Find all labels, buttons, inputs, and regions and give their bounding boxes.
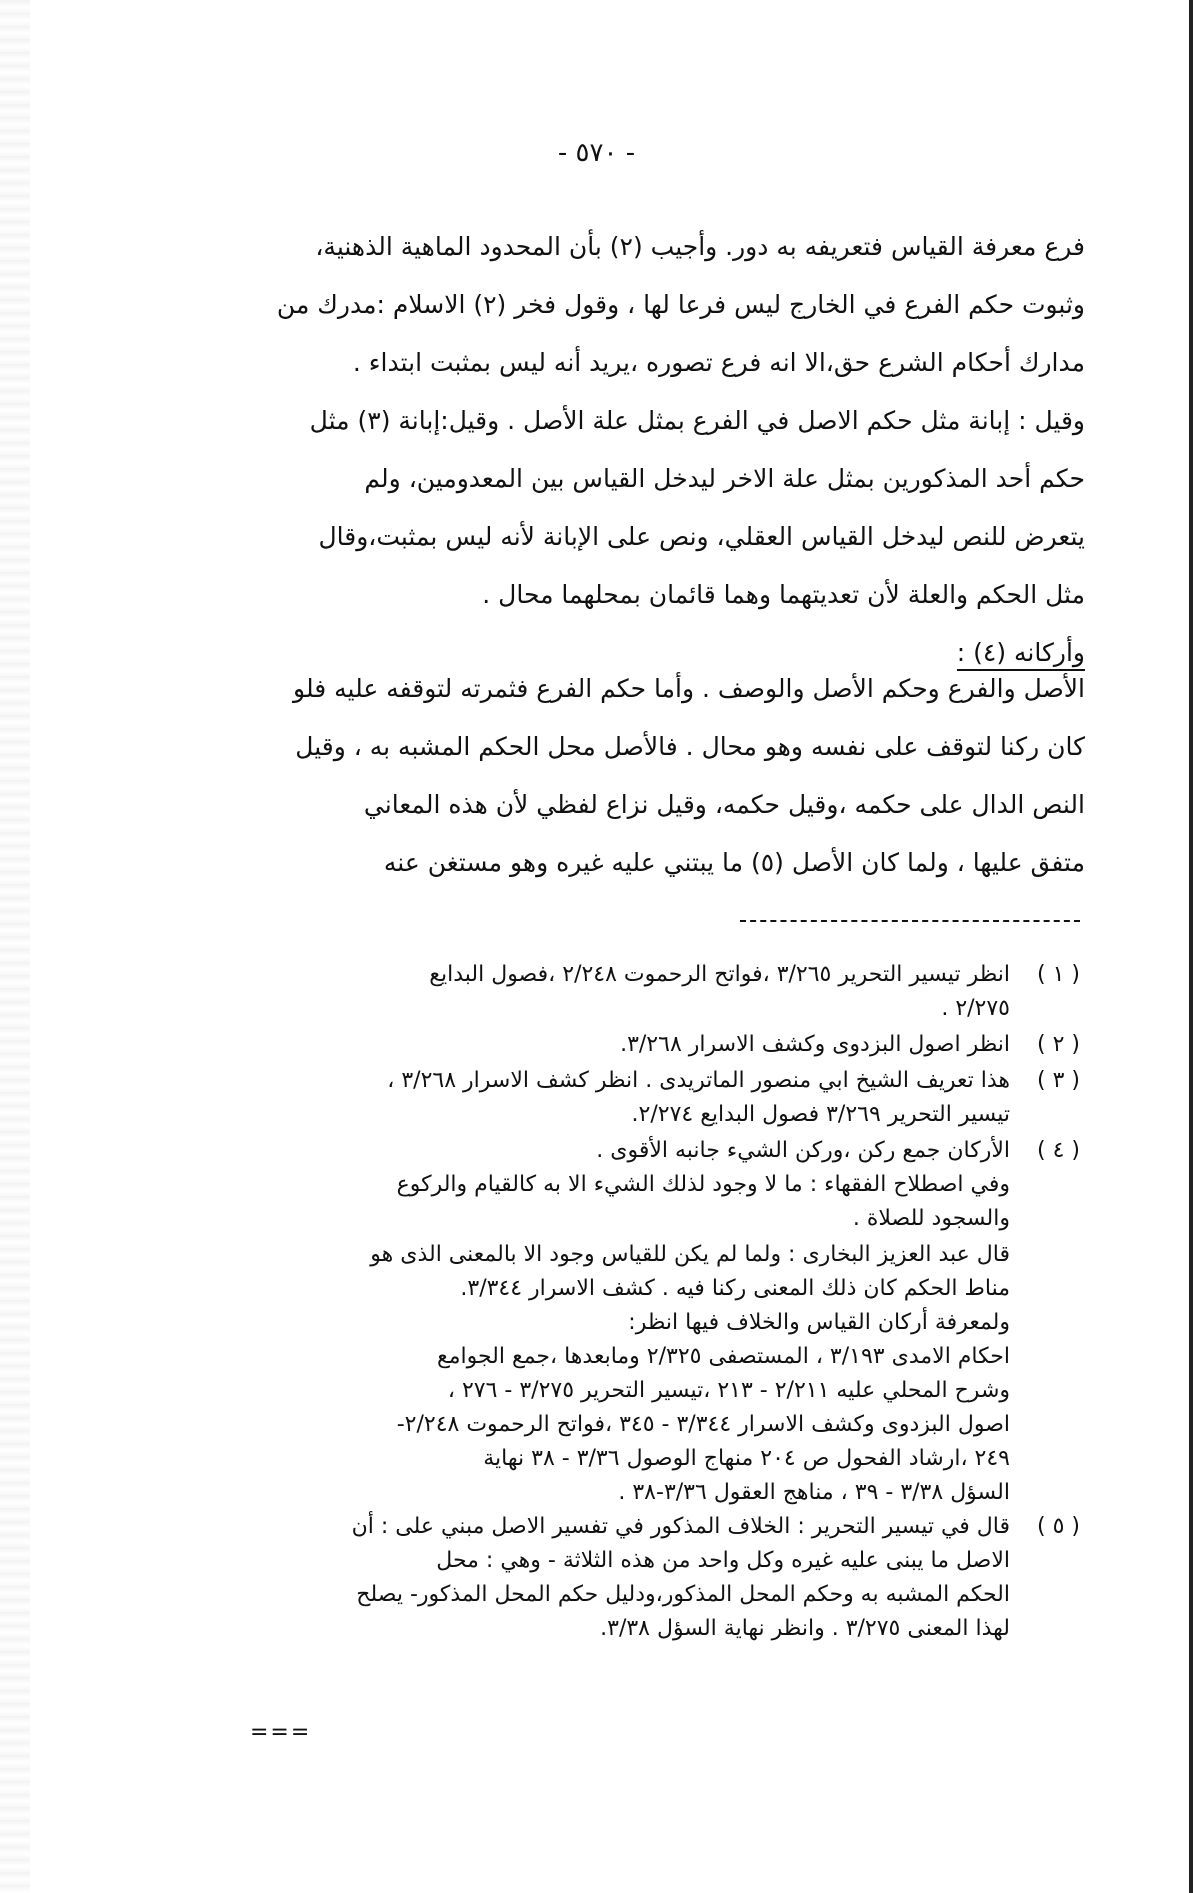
- footnote-separator: [740, 920, 1080, 922]
- text-line: حكم أحد المذكورين بمثل علة الاخر ليدخل القياس بين المعدومين، ولم: [364, 464, 1085, 493]
- main-text-block: [195, 218, 1085, 682]
- text-line: وقيل : إبانة مثل حكم الاصل في الفرع بمثل علة الأصل . وقيل:إبانة (٣) مثل: [309, 406, 1085, 435]
- footnote-line: ٢/٢٧٥ .: [941, 996, 1010, 1021]
- footnote-line: هذا تعريف الشيخ ابي منصور الماتريدى . انظر كشف الاسرار ٣/٢٦٨ ،: [387, 1068, 1010, 1093]
- footnote-number: ( ٥ ): [1037, 1514, 1080, 1539]
- footnote-4: [180, 1134, 1080, 1236]
- footnote-line: انظر اصول البزدوى وكشف الاسرار ٣/٢٦٨.: [620, 1032, 1010, 1057]
- footnote-number: ( ١ ): [1037, 962, 1080, 987]
- text-line: فرع معرفة القياس فتعريفه به دور. وأجيب (٢) بأن المحدود الماهية الذهنية،: [315, 232, 1085, 261]
- footnote-5: [180, 1510, 1080, 1646]
- footnote-2: [180, 1028, 1080, 1062]
- text-line: وثبوت حكم الفرع في الخارج ليس فرعا لها ، وقول فخر (٢) الاسلام :مدرك من: [276, 290, 1085, 319]
- footnote-line: ولمعرفة أركان القياس والخلاف فيها انظر:: [628, 1310, 1010, 1335]
- footnote-line: الاصل ما يبنى عليه غيره وكل واحد من هذه الثلاثة - وهي : محل: [436, 1548, 1010, 1573]
- text-line: متفق عليها ، ولما كان الأصل (٥) ما يبتني عليه غيره وهو مستغن عنه: [383, 848, 1085, 877]
- footnote-number: ( ٤ ): [1037, 1138, 1080, 1163]
- footnote-line: تيسير التحرير ٣/٢٦٩ فصول البدايع ٢/٢٧٤.: [631, 1102, 1010, 1127]
- footnotes: [180, 958, 1080, 1648]
- page-number: - ٥٧٠ -: [557, 138, 636, 168]
- text-line: كان ركنا لتوقف على نفسه وهو محال . فالأصل محل الحكم المشبه به ، وقيل: [295, 732, 1085, 761]
- scan-edge: [0, 0, 30, 1893]
- second-text-block: [195, 660, 1085, 892]
- arkan-heading: وأركانه (٤) :: [957, 638, 1085, 671]
- footnote-line: الحكم المشبه به وحكم المحل المذكور،ودليل حكم المحل المذكور- يصلح: [356, 1582, 1010, 1607]
- footnote-number: ( ٢ ): [1037, 1032, 1080, 1057]
- text-line: يتعرض للنص ليدخل القياس العقلي، ونص على الإبانة لأنه ليس بمثبت،وقال: [318, 522, 1085, 551]
- footnote-line: انظر تيسير التحرير ٣/٢٦٥ ،فواتح الرحموت ٢/٢٤٨ ،فصول البدايع: [429, 962, 1010, 987]
- text-line: مدارك أحكام الشرع حق،الا انه فرع تصوره ،يريد أنه ليس بمثبت ابتداء .: [352, 348, 1085, 377]
- text-line: مثل الحكم والعلة لأن تعديتهما وهما قائمان بمحلهما محال .: [482, 580, 1085, 609]
- footnote-line: لهذا المعنى ٣/٢٧٥ . وانظر نهاية السؤل ٣/٣٨.: [600, 1616, 1010, 1641]
- footnote-line: قال في تيسير التحرير : الخلاف المذكور في تفسير الاصل مبني على : أن: [351, 1514, 1010, 1539]
- footnote-line: ٢٤٩ ،ارشاد الفحول ص ٢٠٤ منهاج الوصول ٣/٣٦ - ٣٨ نهاية: [483, 1446, 1010, 1471]
- footnote-line: احكام الامدى ٣/١٩٣ ، المستصفى ٢/٣٢٥ ومابعدها ،جمع الجوامع: [437, 1344, 1010, 1369]
- text-line: الأصل والفرع وحكم الأصل والوصف . وأما حكم الفرع فثمرته لتوقفه عليه فلو: [293, 674, 1085, 703]
- footnote-line: السؤل ٣/٣٨ - ٣٩ ، مناهج العقول ٣/٣٦-٣٨ .: [618, 1480, 1010, 1505]
- footnote-line: قال عبد العزيز البخارى : ولما لم يكن للقياس وجود الا بالمعنى الذى هو: [370, 1242, 1010, 1267]
- footnote-4-continued: [180, 1238, 1080, 1510]
- footnote-line: والسجود للصلاة .: [852, 1206, 1010, 1231]
- footnote-3: [180, 1064, 1080, 1132]
- footnote-line: وشرح المحلي عليه ٢/٢١١ - ٢١٣ ،تيسير التحرير ٣/٢٧٥ - ٢٧٦ ،: [447, 1378, 1010, 1403]
- footnote-1: [180, 958, 1080, 1026]
- scan-right-edge: [1189, 0, 1193, 1893]
- text-line: النص الدال على حكمه ،وقيل حكمه، وقيل نزاع لفظي لأن هذه المعاني: [363, 790, 1085, 819]
- end-mark: ===: [250, 1720, 312, 1745]
- footnote-line: الأركان جمع ركن ،وركن الشيء جانبه الأقوى .: [596, 1138, 1010, 1163]
- footnote-line: اصول البزدوى وكشف الاسرار ٣/٣٤٤ - ٣٤٥ ،فواتح الرحموت ٢/٢٤٨-: [396, 1412, 1010, 1437]
- footnote-number: ( ٣ ): [1037, 1068, 1080, 1093]
- footnote-line: مناط الحكم كان ذلك المعنى ركنا فيه . كشف الاسرار ٣/٣٤٤.: [460, 1276, 1010, 1301]
- footnote-line: وفي اصطلاح الفقهاء : ما لا وجود لذلك الشيء الا به كالقيام والركوع: [396, 1172, 1010, 1197]
